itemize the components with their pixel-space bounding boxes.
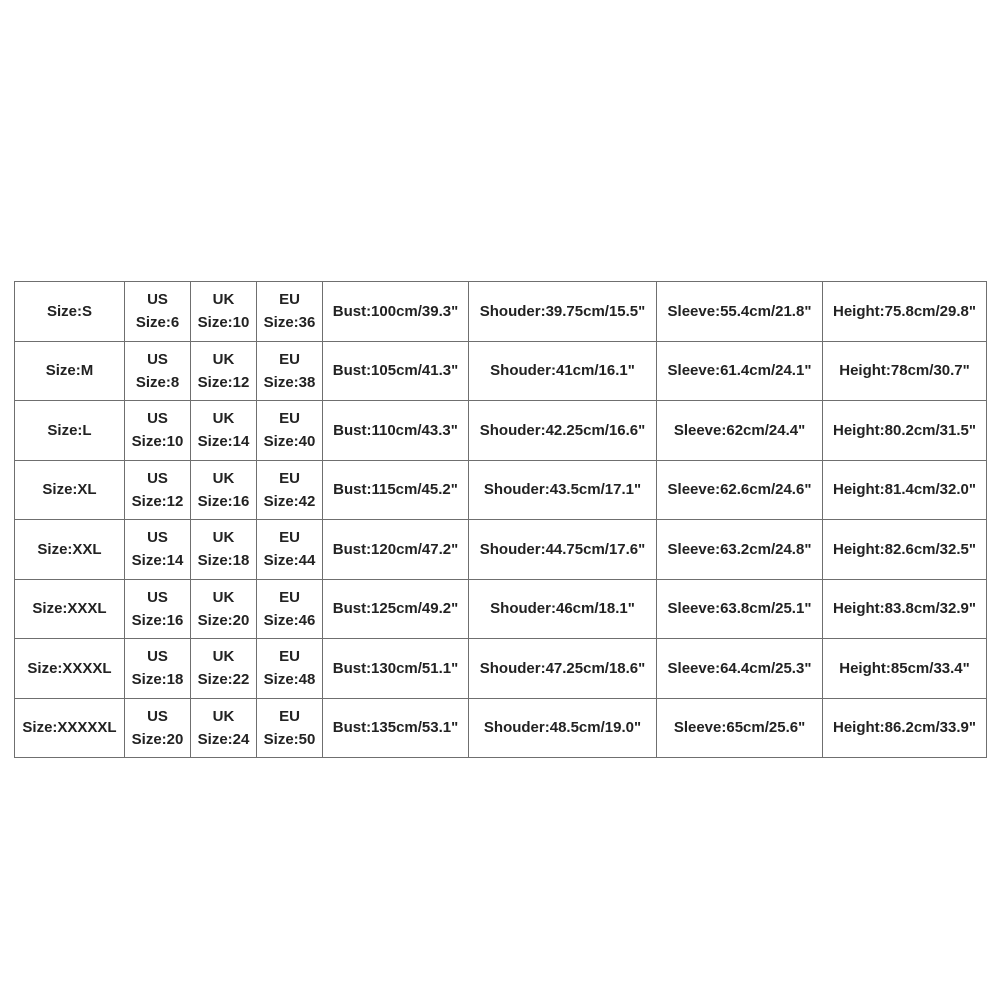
eu-size-region: EU [279,648,300,666]
sleeve-cell: Sleeve:64.4cm/25.3" [657,639,823,699]
eu-size-region: EU [279,588,300,606]
size-chart-table [14,281,987,758]
bust-cell: Bust:135cm/53.1" [323,698,469,758]
eu-size-value: Size:40 [263,433,316,451]
sleeve-cell: Sleeve:62.6cm/24.6" [657,460,823,520]
height-cell: Height:75.8cm/29.8" [823,282,987,342]
uk-size-value: Size:22 [197,671,250,689]
bust-cell: Bust:130cm/51.1" [323,639,469,699]
eu-size-region: EU [279,291,300,309]
size-chart-body [15,282,987,758]
us-size-value: Size:10 [131,433,184,451]
uk-size-region: UK [212,469,235,487]
uk-size-cell [191,282,257,342]
shoulder-cell: Shouder:47.25cm/18.6" [469,639,657,699]
uk-size-region: UK [212,410,235,428]
us-size-cell [125,282,191,342]
size-label-cell: Size:XXXXXL [15,698,125,758]
height-cell: Height:78cm/30.7" [823,341,987,401]
eu-size-value: Size:50 [263,730,316,748]
us-size-region: US [147,529,168,547]
uk-size-value: Size:14 [197,433,250,451]
eu-size-cell [257,341,323,401]
eu-size-value: Size:44 [263,552,316,570]
uk-size-region: UK [212,291,235,309]
size-row [15,341,987,401]
eu-size-value: Size:48 [263,671,316,689]
bust-cell: Bust:110cm/43.3" [323,401,469,461]
bust-cell: Bust:115cm/45.2" [323,460,469,520]
uk-size-cell [191,639,257,699]
shoulder-cell: Shouder:46cm/18.1" [469,579,657,639]
size-label-cell: Size:XXL [15,520,125,580]
uk-size-region: UK [212,648,235,666]
us-size-value: Size:20 [131,730,184,748]
uk-size-value: Size:24 [197,730,250,748]
height-cell: Height:81.4cm/32.0" [823,460,987,520]
sleeve-cell: Sleeve:55.4cm/21.8" [657,282,823,342]
uk-size-value: Size:12 [197,373,250,391]
eu-size-cell [257,639,323,699]
us-size-region: US [147,648,168,666]
eu-size-region: EU [279,707,300,725]
size-row [15,401,987,461]
us-size-value: Size:16 [131,611,184,629]
sleeve-cell: Sleeve:61.4cm/24.1" [657,341,823,401]
height-cell: Height:86.2cm/33.9" [823,698,987,758]
sleeve-cell: Sleeve:62cm/24.4" [657,401,823,461]
us-size-region: US [147,469,168,487]
eu-size-region: EU [279,350,300,368]
us-size-region: US [147,350,168,368]
us-size-cell [125,460,191,520]
uk-size-cell [191,698,257,758]
height-cell: Height:80.2cm/31.5" [823,401,987,461]
size-label-cell: Size:L [15,401,125,461]
shoulder-cell: Shouder:48.5cm/19.0" [469,698,657,758]
uk-size-cell [191,579,257,639]
bust-cell: Bust:100cm/39.3" [323,282,469,342]
us-size-value: Size:8 [135,373,180,391]
us-size-region: US [147,588,168,606]
size-label-cell: Size:XL [15,460,125,520]
size-row [15,579,987,639]
size-label-cell: Size:XXXL [15,579,125,639]
uk-size-cell [191,520,257,580]
bust-cell: Bust:125cm/49.2" [323,579,469,639]
shoulder-cell: Shouder:44.75cm/17.6" [469,520,657,580]
uk-size-value: Size:10 [197,314,250,332]
us-size-value: Size:6 [135,314,180,332]
size-row [15,460,987,520]
eu-size-value: Size:46 [263,611,316,629]
us-size-cell [125,401,191,461]
uk-size-region: UK [212,529,235,547]
us-size-cell [125,698,191,758]
eu-size-value: Size:42 [263,492,316,510]
size-row [15,282,987,342]
height-cell: Height:85cm/33.4" [823,639,987,699]
uk-size-cell [191,460,257,520]
us-size-cell [125,341,191,401]
us-size-region: US [147,291,168,309]
eu-size-region: EU [279,529,300,547]
sleeve-cell: Sleeve:65cm/25.6" [657,698,823,758]
eu-size-cell [257,460,323,520]
size-label-cell: Size:XXXXL [15,639,125,699]
us-size-region: US [147,410,168,428]
size-row [15,639,987,699]
uk-size-cell [191,401,257,461]
eu-size-value: Size:36 [263,314,316,332]
sleeve-cell: Sleeve:63.2cm/24.8" [657,520,823,580]
eu-size-region: EU [279,410,300,428]
us-size-region: US [147,707,168,725]
eu-size-cell [257,698,323,758]
height-cell: Height:83.8cm/32.9" [823,579,987,639]
eu-size-cell [257,579,323,639]
shoulder-cell: Shouder:42.25cm/16.6" [469,401,657,461]
eu-size-cell [257,401,323,461]
shoulder-cell: Shouder:43.5cm/17.1" [469,460,657,520]
sleeve-cell: Sleeve:63.8cm/25.1" [657,579,823,639]
size-row [15,520,987,580]
us-size-value: Size:18 [131,671,184,689]
us-size-cell [125,520,191,580]
us-size-value: Size:12 [131,492,184,510]
shoulder-cell: Shouder:39.75cm/15.5" [469,282,657,342]
uk-size-region: UK [212,350,235,368]
uk-size-value: Size:16 [197,492,250,510]
height-cell: Height:82.6cm/32.5" [823,520,987,580]
uk-size-region: UK [212,588,235,606]
us-size-value: Size:14 [131,552,184,570]
bust-cell: Bust:105cm/41.3" [323,341,469,401]
size-label-cell: Size:M [15,341,125,401]
us-size-cell [125,639,191,699]
uk-size-value: Size:18 [197,552,250,570]
size-row [15,698,987,758]
eu-size-region: EU [279,469,300,487]
eu-size-value: Size:38 [263,373,316,391]
uk-size-region: UK [212,707,235,725]
uk-size-value: Size:20 [197,611,250,629]
bust-cell: Bust:120cm/47.2" [323,520,469,580]
uk-size-cell [191,341,257,401]
us-size-cell [125,579,191,639]
size-label-cell: Size:S [15,282,125,342]
shoulder-cell: Shouder:41cm/16.1" [469,341,657,401]
eu-size-cell [257,282,323,342]
eu-size-cell [257,520,323,580]
